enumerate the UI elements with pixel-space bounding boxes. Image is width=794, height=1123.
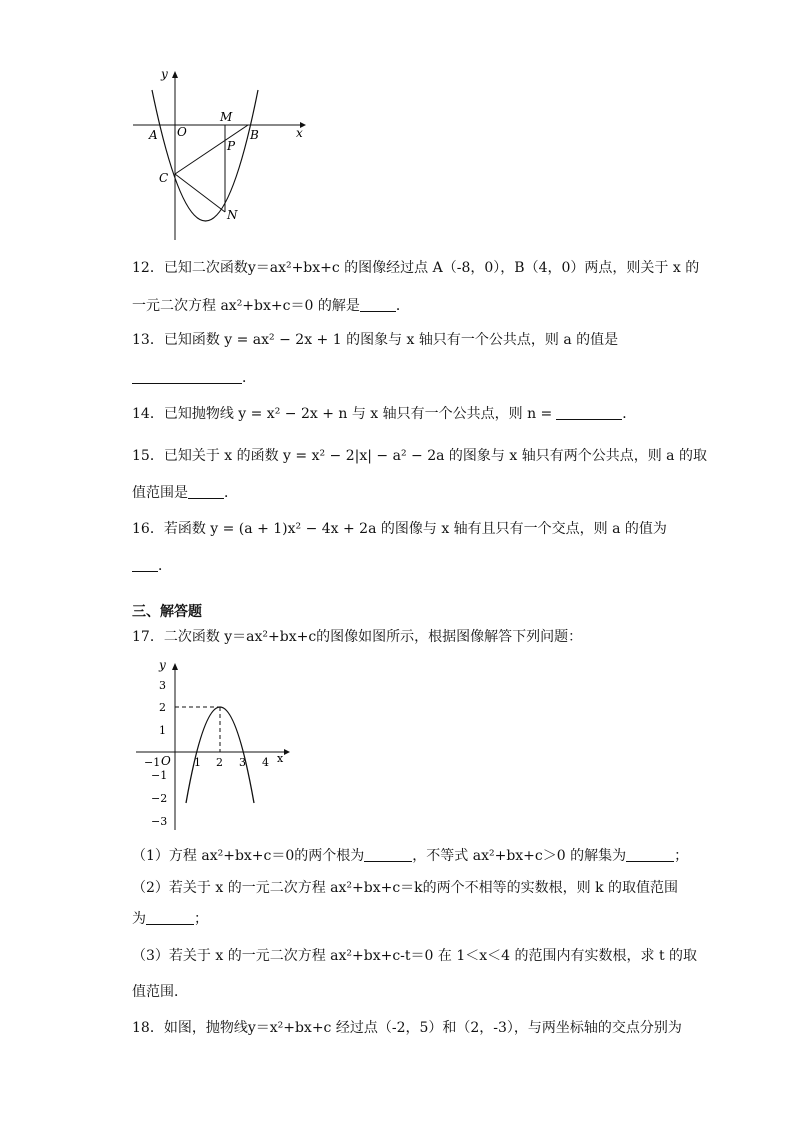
q15-line2: 值范围是 ． bbox=[132, 485, 238, 501]
fig1-label-C: C bbox=[159, 171, 169, 185]
q12-line2: 一元二次方程 ax²+bx+c＝0 的解是 ． bbox=[132, 298, 410, 314]
q18-line1: 18．如图，抛物线y＝x²+bx+c 经过点（-2，5）和（2，-3），与两坐标轴的交点分别为 bbox=[132, 1020, 682, 1036]
y-axis-arrow bbox=[172, 71, 178, 78]
answer-blank[interactable] bbox=[188, 484, 224, 499]
fig1-label-A: A bbox=[149, 128, 158, 142]
fig1-label-N: N bbox=[227, 208, 238, 222]
q13-line1: 13．已知函数 y = ax² − 2x + 1 的图象与 x 轴只有一个公共点，则 a 的值是 bbox=[132, 332, 619, 348]
y-axis-arrow bbox=[172, 663, 178, 670]
parabola-figure-1 bbox=[128, 62, 308, 242]
x-tick-label: −1 bbox=[144, 756, 161, 769]
x-tick-label: 4 bbox=[262, 756, 269, 769]
x-tick-label: 3 bbox=[239, 756, 246, 769]
x-axis-arrow bbox=[284, 749, 290, 755]
x-tick-label: 2 bbox=[216, 756, 223, 769]
answer-blank[interactable] bbox=[360, 297, 396, 312]
answer-blank[interactable] bbox=[556, 405, 622, 420]
q14-line1: 14．已知抛物线 y = x² − 2x + n 与 x 轴只有一个公共点，则 n = ． bbox=[132, 406, 637, 422]
fig2-label-x: x bbox=[277, 752, 284, 765]
fig1-label-M: M bbox=[220, 110, 233, 124]
fig1-label-x: x bbox=[296, 126, 303, 140]
section-heading: 三、解答题 bbox=[132, 604, 202, 620]
q17-part3-line1: （3）若关于 x 的一元二次方程 ax²+bx+c-t＝0 在 1＜x＜4 的范围内有实数根，求 t 的取 bbox=[132, 948, 698, 964]
q17-part2-line1: （2）若关于 x 的一元二次方程 ax²+bx+c＝k的两个不相等的实数根，则 k 的取值范围 bbox=[132, 880, 679, 896]
fig1-label-y: y bbox=[161, 67, 168, 81]
parabola-curve bbox=[152, 90, 258, 221]
y-tick-label: 2 bbox=[159, 701, 166, 714]
x-tick-label: 1 bbox=[194, 756, 201, 769]
y-tick-label: −3 bbox=[151, 815, 168, 828]
y-tick-label: −2 bbox=[151, 792, 168, 805]
fig1-label-P: P bbox=[227, 139, 236, 153]
q17-part1: （1）方程 ax²+bx+c＝0的两个根为 ，不等式 ax²+bx+c＞0 的解集为 ； bbox=[132, 848, 689, 864]
q16-line1: 16．若函数 y = (a + 1)x² − 4x + 2a 的图像与 x 轴有且只有一个交点，则 a 的值为 bbox=[132, 521, 667, 537]
parabola-figure-2 bbox=[134, 654, 294, 834]
q15-line1: 15．已知关于 x 的函数 y = x² − 2|x| − a² − 2a 的图象与 x 轴只有两个公共点，则 a 的取 bbox=[132, 448, 707, 464]
answer-blank[interactable] bbox=[364, 847, 412, 862]
segment-cn bbox=[175, 174, 225, 212]
q12-line1: 12．已知二次函数y＝ax²+bx+c 的图像经过点 A（-8，0），B（4，0）两点，则关于 x 的 bbox=[132, 260, 700, 276]
y-tick-label: 3 bbox=[159, 679, 166, 692]
y-tick-label: −1 bbox=[151, 769, 168, 782]
answer-blank[interactable] bbox=[146, 910, 194, 925]
q17-line1: 17．二次函数 y＝ax²+bx+c的图像如图所示，根据图像解答下列问题： bbox=[132, 629, 583, 645]
fig2-origin: O bbox=[161, 754, 171, 768]
q16-line2: ． bbox=[132, 556, 172, 576]
fig2-label-y: y bbox=[159, 658, 166, 672]
y-tick-label: 1 bbox=[159, 724, 166, 737]
answer-blank[interactable] bbox=[626, 847, 674, 862]
answer-blank[interactable] bbox=[132, 369, 242, 384]
answer-blank[interactable] bbox=[132, 557, 158, 572]
q17-part2-line2: 为 ； bbox=[132, 911, 208, 927]
q13-line2: ． bbox=[132, 368, 256, 388]
q17-part3-line2: 值范围． bbox=[132, 984, 188, 1000]
fig1-label-O: O bbox=[177, 125, 187, 139]
fig1-label-B: B bbox=[250, 128, 259, 142]
